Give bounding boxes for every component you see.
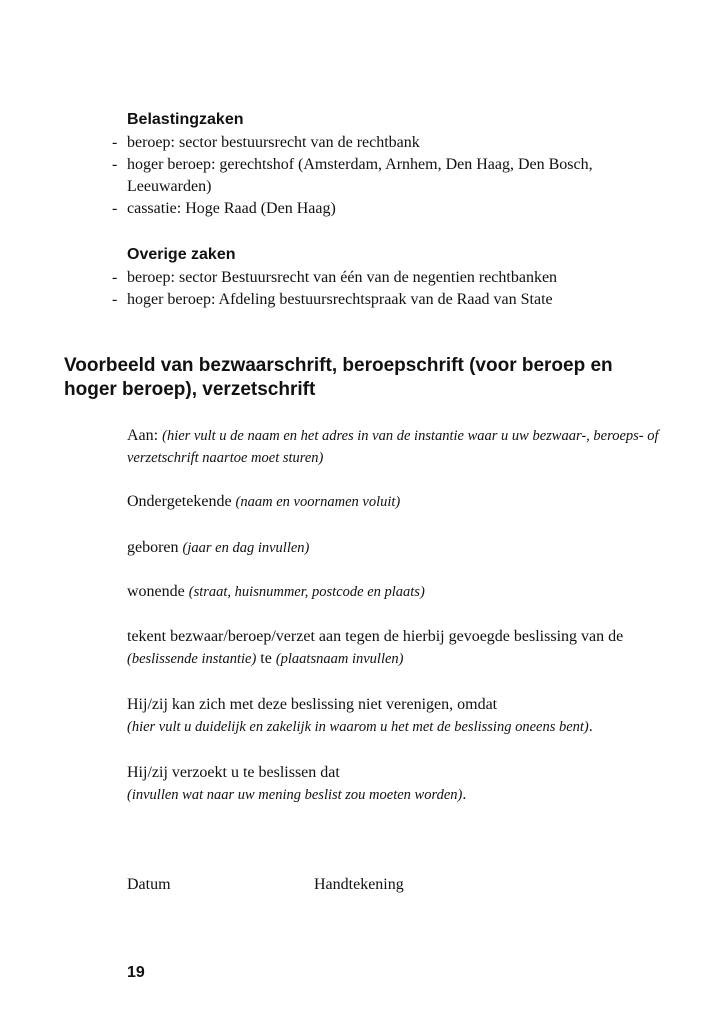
page-number: 19 (127, 964, 145, 981)
tekent-hint-plaats: (plaatsnaam invullen) (275, 651, 404, 667)
datum-label: Datum (127, 876, 171, 893)
wonende-label: wonende (127, 583, 185, 600)
tekent-te: te (260, 650, 272, 667)
verzoekt-text: Hij/zij verzoekt u te beslissen dat (127, 764, 340, 781)
geboren-label: geboren (127, 539, 179, 556)
verzoekt-hint-line: (invullen wat naar uw mening beslist zou moeten worden). (127, 786, 467, 803)
kan-block (127, 694, 687, 738)
ondergetekende-line (127, 491, 687, 513)
overige-zaken-heading: Overige zaken (127, 246, 236, 263)
handtekening-label: Handtekening (314, 876, 404, 893)
tekent-hint-line (127, 648, 687, 670)
geboren-hint: (jaar en dag invullen) (182, 540, 310, 556)
kan-hint-line: (hier vult u duidelijk en zakelijk in waarom u het met de beslissing oneens bent). (127, 718, 593, 735)
list-item: - beroep: sector bestuursrecht van de rechtbank (112, 134, 420, 151)
tekent-hint-instantie: (beslissende instantie) (127, 651, 257, 667)
aan-label: Aan: (127, 427, 159, 444)
belastingzaken-heading: Belastingzaken (127, 111, 244, 128)
aan-block (127, 425, 687, 469)
ondergetekende-label: Ondergetekende (127, 493, 232, 510)
ondergetekende-hint: (naam en voornamen voluit) (235, 494, 401, 510)
belastingzaken-list (112, 132, 672, 220)
verzoekt-block (127, 762, 687, 806)
kan-hint: (hier vult u duidelijk en zakelijk in waarom u het met de beslissing oneens bent) (127, 719, 589, 735)
geboren-line (127, 537, 687, 559)
kan-text: Hij/zij kan zich met deze beslissing niet verenigen, omdat (127, 696, 498, 713)
tekent-block (127, 626, 687, 670)
voorbeeld-heading: Voorbeeld van bezwaarschrift, beroepschrift (voor beroep en hoger beroep), verzetschrift (64, 355, 613, 400)
tekent-text: tekent bezwaar/beroep/verzet aan tegen de hierbij gevoegde beslissing van de (127, 628, 624, 645)
list-item: - beroep: sector Bestuursrecht van één van de negentien rechtbanken (112, 269, 558, 286)
list-item: - hoger beroep: Afdeling bestuursrechtspraak van de Raad van State (112, 291, 553, 308)
overige-zaken-list (112, 267, 672, 311)
wonende-line (127, 581, 687, 603)
aan-hint: (hier vult u de naam en het adres in van de instantie waar u uw bezwaar-, beroeps- of verzetschrift naartoe moet sturen) (127, 428, 659, 466)
list-item: - hoger beroep: gerechtshof (Amsterdam, Arnhem, Den Haag, Den Bosch, Leeuwarden) (112, 156, 593, 195)
list-item: - cassatie: Hoge Raad (Den Haag) (112, 200, 336, 217)
wonende-hint: (straat, huisnummer, postcode en plaats) (188, 584, 425, 600)
verzoekt-hint: (invullen wat naar uw mening beslist zou moeten worden) (127, 787, 463, 803)
